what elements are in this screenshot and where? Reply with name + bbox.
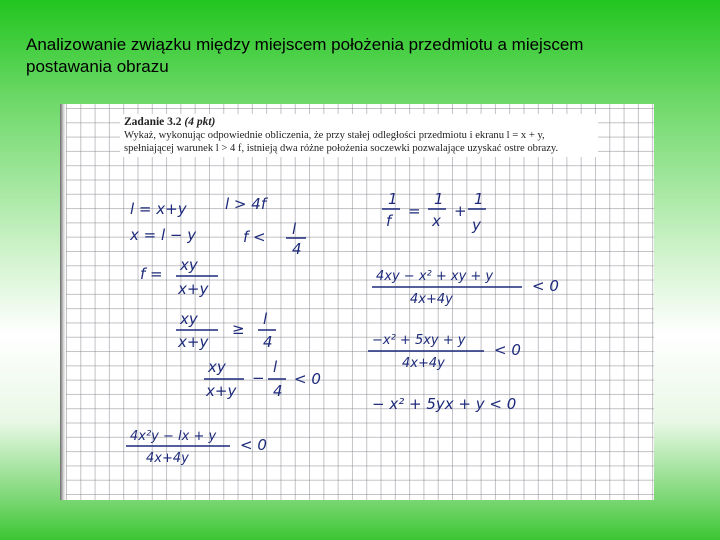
hw-r3-rel: < 0 xyxy=(494,341,521,359)
hw-r2-den: 4x+4y xyxy=(410,292,453,307)
hw-l4-num: l xyxy=(292,220,297,238)
hw-l6-rel: ≥ xyxy=(232,320,245,338)
hw-r2-rel: < 0 xyxy=(532,277,559,295)
hw-r1-eq: = xyxy=(408,202,421,220)
hw-r1-b-num: 1 xyxy=(474,190,484,208)
hw-r1-b-den: y xyxy=(472,216,481,234)
scanned-exam-image xyxy=(60,104,654,500)
hw-l8-rel: < 0 xyxy=(240,436,267,454)
hw-l6-den: x+y xyxy=(178,333,209,351)
hw-l7-fnum: l xyxy=(273,358,278,376)
hw-r1-a-den: x xyxy=(432,212,441,230)
hw-r1-a-num: 1 xyxy=(434,190,444,208)
hw-l7-fden: 4 xyxy=(273,382,283,400)
hw-l8-den: 4x+4y xyxy=(146,451,189,466)
hw-l1: l = x+y xyxy=(130,200,187,218)
hw-l7-den: x+y xyxy=(206,382,237,400)
hw-r4: − x² + 5yx + y < 0 xyxy=(372,395,517,413)
hw-l6-num: xy xyxy=(180,310,198,328)
hw-l7-rel: < 0 xyxy=(294,370,321,388)
hw-l6-fden: 4 xyxy=(263,333,273,351)
hw-l4-den: 4 xyxy=(292,240,302,258)
hw-l8-num: 4x²y − lx + y xyxy=(130,429,217,444)
task-body: Wykaż, wykonując odpowiednie obliczenia, że przy stałej odległości przedmiotu i ekranu l = x + y, spełniającej warunek l > 4 f, istnieją dwa różne położenia soczewki pozwalające uzyskać ostre obrazy. xyxy=(124,130,559,154)
hw-r1-plus: + xyxy=(454,202,467,220)
hw-r3-den: 4x+4y xyxy=(402,356,445,371)
hw-r3-num: −x² + 5xy + y xyxy=(372,333,466,348)
hw-l7-mid: − xyxy=(252,369,265,387)
handwritten-solution xyxy=(60,104,654,500)
hw-l5: f = xyxy=(140,265,163,283)
task-points: (4 pkt) xyxy=(184,116,216,128)
hw-r2-num: 4xy − x² + xy + y xyxy=(376,269,494,284)
hw-l2: l > 4f xyxy=(225,195,267,213)
hw-l4: f < xyxy=(243,228,266,246)
hw-l7-num: xy xyxy=(208,358,226,376)
hw-l5-num: xy xyxy=(180,256,198,274)
hw-r1-lhs-num: 1 xyxy=(388,190,398,208)
hw-r1-lhs-den: f xyxy=(386,212,392,230)
hw-l5-den: x+y xyxy=(178,280,209,298)
hw-l6-fnum: l xyxy=(263,310,268,328)
slide-title: Analizowanie związku między miejscem położenia przedmiotu a miejscem postawania obrazu xyxy=(26,35,584,76)
task-number: Zadanie 3.2 xyxy=(124,116,182,128)
hw-l3: x = l − y xyxy=(130,226,197,244)
